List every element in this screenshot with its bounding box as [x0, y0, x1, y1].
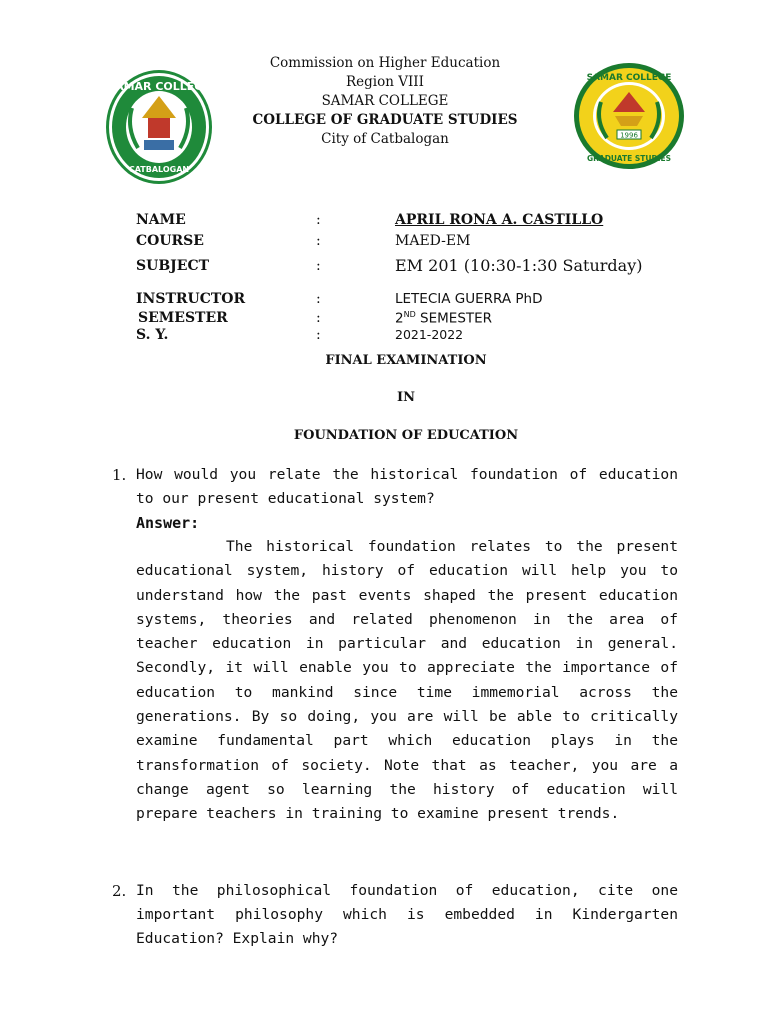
info-value-subject: EM 201 (10:30-1:30 Saturday) — [395, 256, 643, 275]
left-logo-bottom-text: CATBALOGAN — [128, 165, 190, 174]
header-line-city: City of Catbalogan — [321, 131, 449, 147]
header-line-region: Region VIII — [346, 74, 424, 90]
header-line-college: SAMAR COLLEGE — [321, 93, 449, 109]
question-1 — [112, 463, 678, 827]
info-colon: : — [316, 291, 321, 307]
info-colon: : — [316, 212, 321, 228]
info-label: INSTRUCTOR — [136, 291, 246, 307]
exam-title: FINAL EXAMINATION — [325, 353, 487, 368]
graduate-studies-logo — [573, 62, 685, 170]
question-number: 2. — [112, 882, 127, 900]
info-row-instructor — [136, 291, 696, 310]
info-label: S. Y. — [136, 327, 169, 343]
header-line-graduate-studies: COLLEGE OF GRADUATE STUDIES — [252, 112, 518, 128]
info-value-sy: 2021-2022 — [395, 327, 464, 342]
info-row-name — [136, 212, 696, 231]
info-label: SUBJECT — [136, 258, 210, 274]
answer-text: The historical foundation relates to the present educational system, history of education will help you to understand how the past events shaped the present education systems, theories and related phenomenon in the area of teacher education in particular and education in general. Secondly, it will enable you to appreciate the importance of education to mankind since time immemorial across the generations. By so doing, you are will be able to critically examine fundamental part which education plays in the transformation of society. Note that as teacher, you are a change agent so learning the history of education will prepare teachers in training to examine present trends. — [136, 538, 678, 823]
info-label: COURSE — [136, 233, 204, 249]
question-2 — [112, 879, 678, 951]
info-row-course — [136, 233, 696, 252]
info-value-instructor: LETECIA GUERRA PhD — [395, 291, 543, 307]
semester-number: 2 — [395, 310, 404, 327]
info-colon: : — [316, 310, 321, 326]
info-value-semester — [395, 310, 492, 327]
info-row-sy — [136, 327, 696, 346]
question-text: How would you relate the historical foundation of education to our present educational system? — [136, 466, 678, 507]
info-colon: : — [316, 258, 321, 274]
question-number: 1. — [112, 466, 127, 484]
header-line-commission: Commission on Higher Education — [269, 55, 501, 71]
left-logo-top-text: SAMAR COLLEGE — [107, 80, 211, 93]
student-info — [136, 212, 696, 343]
semester-suffix: ND — [403, 310, 416, 319]
info-value-name: APRIL RONA A. CASTILLO — [395, 212, 604, 228]
answer-label: Answer: — [136, 514, 200, 532]
exam-title-in: IN — [397, 390, 415, 405]
document-header — [180, 54, 590, 149]
info-label: NAME — [136, 212, 186, 228]
question-text: In the philosophical foundation of education, cite one important philosophy which is embedded in Kindergarten Education? Explain why? — [136, 882, 678, 947]
info-colon: : — [316, 233, 321, 249]
info-colon: : — [316, 327, 321, 343]
info-value-course: MAED-EM — [395, 233, 471, 249]
semester-word: SEMESTER — [415, 310, 493, 327]
right-logo-bottom-text: GRADUATE STUDIES — [586, 154, 672, 163]
exam-subject-title: FOUNDATION OF EDUCATION — [293, 428, 519, 443]
right-logo-top-text: SAMAR COLLEGE — [586, 73, 672, 83]
right-logo-year: 1996 — [620, 131, 638, 140]
info-label: SEMESTER — [138, 310, 228, 326]
info-row-subject — [136, 258, 696, 277]
